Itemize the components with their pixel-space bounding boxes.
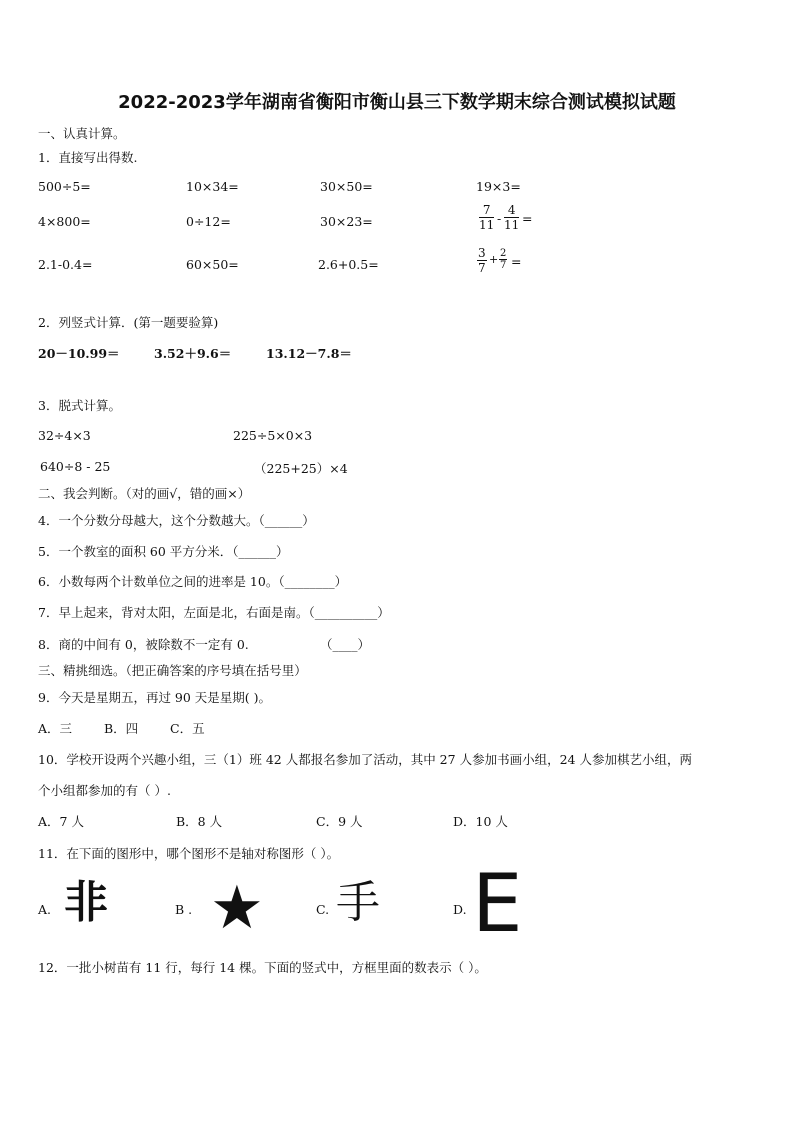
calc-item: 2.1-0.4= [38, 257, 93, 272]
question-1-heading: 1．直接写出得数. [38, 150, 138, 165]
fraction-numerator: 4 [504, 203, 519, 218]
question-5: 5．一个教室的面积 60 平方分米．（______） [38, 544, 289, 559]
figure-shou-glyph: 手 [336, 877, 380, 928]
fraction-denominator: 11 [479, 218, 495, 232]
section-heading-2: 二、我会判断。（对的画√，错的画×） [38, 486, 251, 501]
step-calc-item: 225÷5×0×3 [233, 428, 313, 443]
figure-e-letter: E [472, 857, 523, 950]
calc-item: 60×50= [186, 257, 239, 272]
operator: - [497, 211, 502, 226]
figure-fei-glyph: 非 [64, 877, 108, 928]
equals-sign: = [511, 254, 522, 269]
option-a-label: A. [38, 902, 52, 917]
question-7: 7．早上起来，背对太阳，左面是北，右面是南。（__________） [38, 605, 390, 620]
step-calc-item: （225+25）×4 [254, 461, 348, 476]
vertical-calc-item: 20－10.99＝ [38, 346, 120, 361]
question-10-line1: 10．学校开设两个兴趣小组，三（1）班 42 人都报名参加了活动，其中 27 人参加书画小组，24 人参加棋艺小组，两 [38, 752, 692, 767]
question-11: 11．在下面的图形中，哪个图形不是轴对称图形（ ）。 [38, 846, 340, 861]
calc-item: 19×3= [476, 179, 521, 194]
calc-item: 10×34= [186, 179, 239, 194]
section-heading-3: 三、精挑细选。（把正确答案的序号填在括号里） [38, 663, 307, 678]
question-6: 6．小数每两个计数单位之间的进率是 10。（________） [38, 574, 348, 589]
option-b-label: B . [175, 902, 193, 917]
step-calc-item: 640÷8 - 25 [40, 459, 111, 474]
calc-item: 0÷12= [186, 214, 231, 229]
fraction-denominator: 11 [504, 218, 520, 232]
fraction [499, 248, 507, 271]
page-title: 2022-2023学年湖南省衡阳市衡山县三下数学期末综合测试模拟试题 [118, 92, 676, 113]
equals-sign: = [522, 211, 533, 226]
question-9: 9．今天是星期五，再过 90 天是星期( )。 [38, 690, 272, 705]
fraction [479, 203, 494, 232]
calc-item: 30×50= [320, 179, 373, 194]
calc-item: 500÷5= [38, 179, 91, 194]
answer-blank: （____） [320, 637, 371, 652]
question-2-heading: 2．列竖式计算．(第一题要验算) [38, 315, 219, 330]
operator: + [489, 253, 499, 266]
option-a: A．三 [38, 721, 73, 736]
calc-item: 4×800= [38, 214, 91, 229]
fraction [504, 203, 519, 232]
fraction-denominator: 7 [500, 260, 507, 271]
option-b: B．四 [104, 721, 139, 736]
vertical-calc-item: 13.12－7.8＝ [266, 346, 352, 361]
star-icon: ★ [210, 873, 264, 943]
question-8: 8．商的中间有 0，被除数不一定有 0. [38, 637, 249, 652]
option-c: C．五 [170, 721, 205, 736]
fraction-numerator: 3 [478, 246, 486, 260]
option-b: B．8 人 [176, 814, 223, 829]
question-3-heading: 3．脱式计算。 [38, 398, 121, 413]
option-a: A．7 人 [38, 814, 84, 829]
fraction-numerator: 2 [500, 248, 507, 259]
calc-item: 2.6+0.5= [318, 257, 379, 272]
option-c: C．9 人 [316, 814, 363, 829]
fraction-denominator: 7 [478, 261, 486, 275]
option-c-label: C. [316, 902, 330, 917]
step-calc-item: 32÷4×3 [38, 428, 91, 443]
question-12: 12．一批小树苗有 11 行，每行 14 棵。下面的竖式中，方框里面的数表示（ ）。 [38, 960, 487, 975]
option-d-label: D. [453, 902, 467, 917]
section-heading-1: 一、认真计算。 [38, 126, 126, 141]
fraction-numerator: 7 [479, 203, 494, 218]
option-d: D．10 人 [453, 814, 508, 829]
vertical-calc-item: 3.52＋9.6＝ [154, 346, 232, 361]
fraction [477, 246, 487, 275]
calc-item: 30×23= [320, 214, 373, 229]
question-10-line2: 个小组都参加的有（ ）. [38, 783, 171, 798]
question-4: 4．一个分数分母越大，这个分数越大。（______） [38, 513, 315, 528]
